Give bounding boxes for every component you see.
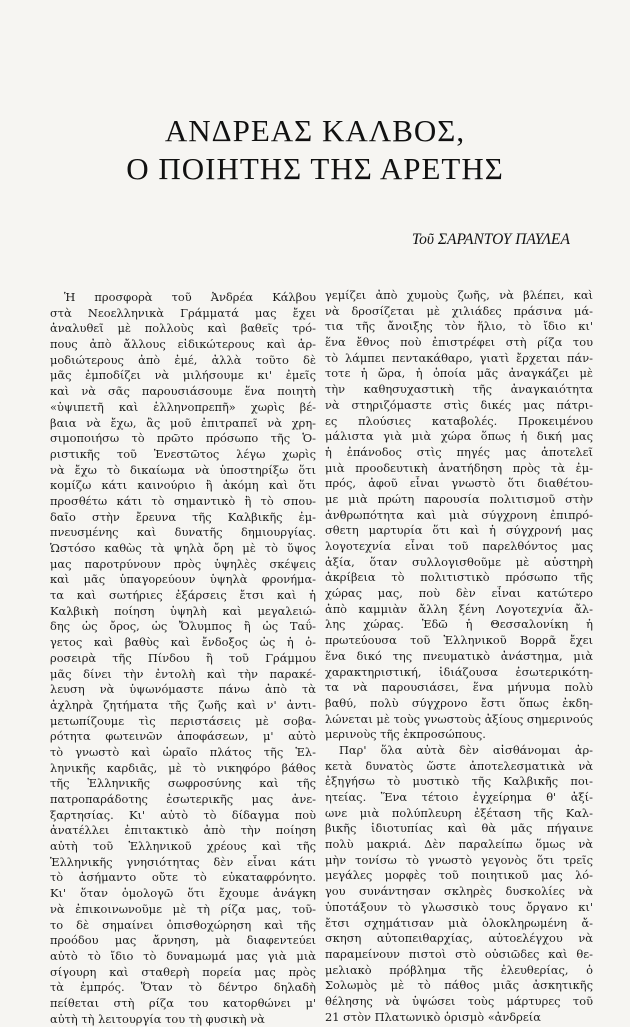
text-line: νὰ δροσίζεται μὲ χιλιάδες πράσινα μά- bbox=[325, 303, 593, 318]
text-line: ες πλούσιες καταβολές. Προκειμένου bbox=[325, 413, 593, 428]
text-line: μας παροτρύνουν πρὸς ὑψηλὲς σκέψεις bbox=[50, 556, 316, 571]
text-line: πνευσμένης καὶ δυνατῆς δημιουργίας. bbox=[50, 525, 316, 540]
text-line: σκηση αὐτοπειθαρχίας, αὐτοελέγχου νὰ bbox=[325, 931, 593, 946]
text-line: τα νὰ παρουσιάσει, ἕνα μήνυμα πολὺ bbox=[325, 680, 593, 695]
text-line: μετωπίζουμε τὶς περιστάσεις μὲ σοβα- bbox=[50, 713, 316, 728]
text-line: λογοτεχνία εἶναι τοῦ παρελθόντος μας bbox=[325, 539, 593, 553]
text-line: αὐτὴ τοῦ Ἑλληνικοῦ χρέους καὶ τῆς bbox=[50, 839, 316, 854]
text-line: «ὑψιπετῆ καὶ ἑλληνοπρεπῆ» χωρὶς βέ- bbox=[50, 399, 316, 414]
article-title-line-1: ΑΝΔΡΕΑΣ ΚΑΛΒΟΣ, bbox=[164, 113, 466, 148]
text-line: αὐτὴ τὴ λειτουργία του τὴ φυσικὴ νὰ bbox=[50, 1011, 265, 1026]
text-line: 21 στὸν Πλατωνικὸ ὁρισμὸ «ἀνδρεία bbox=[325, 1009, 541, 1024]
text-line: πρός, ἀφοῦ εἶναι γνωστὸ ὅτι διαθέτου- bbox=[325, 476, 593, 491]
text-line: πρωτεύουσα τοῦ Ἑλληνικοῦ Βορρᾶ ἔχει bbox=[325, 633, 593, 648]
text-line: νὰ ἔχω τὸ δικαίωμα νὰ ὑποστηρίξω ὅτι bbox=[50, 462, 316, 477]
text-line: Ὡστόσο καθὼς τὰ ψηλὰ ὄρη μὲ τὸ ὕψος bbox=[50, 541, 316, 555]
text-line: αὐτὸ τὸ ἴδιο τὸ δυναμωμά μας γιὰ μιὰ bbox=[50, 948, 316, 963]
text-line: ωνε μιὰ πολύπλευρη ἐξέταση τῆς Καλ- bbox=[325, 805, 593, 820]
text-line: τια τῆς ἄνοιξης τὸν ἥλιο, τὸ ἴδιο κι' bbox=[325, 319, 593, 334]
author-byline: Τοῦ ΣΑΡΑΝΤΟΥ ΠΑΥΛΕΑ bbox=[411, 231, 570, 248]
text-line: προόδου μας ἄρνηση, μὰ διαφεντεύει bbox=[50, 933, 316, 948]
text-line: ρότητα φωτεινῶν ἀποφάσεων, μ' αὐτὸ bbox=[50, 729, 316, 744]
text-line: το δὲ σημαίνει ὀπισθοχώρηση καὶ τῆς bbox=[50, 917, 316, 932]
text-line: πολὺ μακριά. Δὲν παραλείπω ὅμως νὰ bbox=[325, 837, 593, 852]
text-line: ροσειρὰ τῆς Πίνδου ἢ τοῦ Γράμμου bbox=[50, 650, 316, 665]
text-line: τα καὶ σωτήριες ἐξάρσεις ἔτσι καὶ ἡ bbox=[50, 588, 316, 603]
text-line: μερινοὺς τῆς ἐκπροσώπους. bbox=[325, 727, 486, 742]
text-line: τὸ ἀσήμαντο οὔτε τὸ εὐκαταφρόνητο. bbox=[50, 870, 316, 885]
text-line: ἐξηγήσω τὸ μυστικὸ τῆς Καλβικῆς ποι- bbox=[325, 774, 593, 789]
text-line: κετὰ δυνατὸς ὥστε ἀποτελεσματικὰ νὰ bbox=[325, 758, 593, 773]
text-line: σίγουρη καὶ σταθερὴ πορεία μας πρὸς bbox=[50, 964, 316, 979]
text-line: μᾶς δίνει τὴν ἐντολὴ καὶ τὴν παρακέ- bbox=[50, 666, 316, 681]
text-line: ἀνθρωπότητα καὶ μιὰ σύγχρονη ἐπιπρό- bbox=[325, 507, 593, 522]
text-line: προσθέτω κάτι τὸ σημαντικὸ ἢ τὸ σπου- bbox=[50, 493, 316, 508]
text-line: ἀπὸ καμμιὰν ἄλλη ξένη Λογοτεχνία ἄλ- bbox=[325, 601, 593, 616]
text-line: τὸ λάμπει πεντακάθαρο, γιατὶ ἔρχεται πάν- bbox=[325, 350, 593, 365]
text-line: μὴν τονίσω τὸ γνωστὸ γεγονὸς ὅτι τρεῖς bbox=[325, 852, 593, 867]
text-line: τὴν καθησυχαστικὴ τῆς ἀναγκαιότητα bbox=[325, 382, 593, 397]
text-line: λώνεται μὲ τοὺς γνωστοὺς ἀξίους σημερινούς bbox=[325, 711, 593, 726]
text-line: γου συνάντησαν σκληρὲς δυσκολίες νὰ bbox=[325, 884, 593, 899]
text-line: γετος καὶ βαθὺς καὶ ἔνδοξος ὡς ἡ ὀ- bbox=[50, 635, 316, 650]
text-line: μελιακὸ πρόβλημα τῆς ἐλευθερίας, ὁ bbox=[325, 962, 593, 977]
text-line: βικῆς ἰδιοτυπίας καὶ θὰ μᾶς πήγαινε bbox=[325, 821, 593, 836]
text-line: καὶ νὰ σᾶς παρουσιάσουμε ἕνα ποιητὴ bbox=[50, 384, 316, 399]
text-line: ριστικῆς τοῦ Ἐνεστῶτος λέγω χωρὶς bbox=[50, 446, 316, 461]
text-line: στὰ Νεοελληνικὰ Γράμματά μας ἔχει bbox=[50, 305, 316, 320]
text-line: ξαρτησίας. Κι' αὐτὸ τὸ δίδαγμα ποὺ bbox=[50, 807, 316, 822]
text-line: τοτε ἡ ὥρα, ἡ ὁποία μᾶς ἀναγκάζει μὲ bbox=[325, 366, 593, 381]
text-line: ἕνα δικό της πνευματικὸ ἀνάστημα, μιὰ bbox=[325, 648, 593, 663]
text-line: χώρας μας, ποὺ δὲν εἶναι κατώτερο bbox=[325, 586, 593, 601]
text-line: ἀκρίβεια τὸ πολιτιστικὸ πρόσωπο τῆς bbox=[325, 570, 593, 585]
right-text-column bbox=[325, 288, 593, 1025]
text-line: νὰ στηριζόμαστε στὶς δικές μας πάτρι- bbox=[325, 397, 593, 412]
text-line: νὰ ἐπικοινωνοῦμε μὲ τὴ ρίζα μας, τοῦ- bbox=[50, 901, 316, 916]
text-line: ληνικῆς καρδιᾶς, μὲ τὸ νικηφόρο βάθος bbox=[50, 760, 316, 775]
text-line: σθετη μαρτυρία ὅτι καὶ ἡ σύγχρονή μας bbox=[325, 523, 593, 538]
text-line: μεγάλες μορφὲς τοῦ ποιητικοῦ μας λό- bbox=[325, 868, 593, 883]
text-line: ἀχληρὰ ζητήματα τῆς ζωῆς καὶ ν' ἀντι- bbox=[50, 697, 316, 712]
text-line: δαῖο στὴν ἔρευνα τῆς Καλβικῆς ἐμ- bbox=[50, 509, 316, 524]
text-line: με μιὰ πρώτη παρουσία πολιτισμοῦ στὴν bbox=[325, 491, 593, 506]
text-line: τὸ γνωστὸ καὶ ὡραῖο πλάτος τῆς Ἑλ- bbox=[50, 744, 316, 759]
text-line: ὑποτάξουν τὸ γλωσσικὸ τους ὄργανο κι' bbox=[325, 899, 593, 914]
text-line: Ἑλληνικῆς γνησιότητας δὲν εἶναι κάτι bbox=[50, 854, 316, 869]
text-line: ἕνα ἔθνος ποὺ ἐπιστρέφει στὴ ρίζα του bbox=[325, 335, 593, 350]
text-line: μᾶς ἐμποδίζει νὰ μιλήσουμε κι' ἐμεῖς bbox=[50, 368, 316, 383]
left-text-column bbox=[50, 290, 316, 1027]
text-line: ἡ ἐπάνοδος στὶς πηγές μας ἀποτελεῖ bbox=[325, 444, 593, 459]
text-line: ητείας. Ἕνα τέτοιο ἐγχείρημα θ' ἀξί- bbox=[325, 790, 593, 804]
text-line: μάλιστα γιὰ μιὰ χώρα ὅπως ἡ δική μας bbox=[325, 429, 593, 444]
text-line: ἀνατέλλει ἐπιτακτικὸ ἀπὸ τὴν ποίηση bbox=[50, 823, 316, 838]
text-line: μιὰ προοδευτικὴ ἀνατήδηση πρὸς τὰ ἐμ- bbox=[325, 460, 593, 475]
text-line: παραμείνουν πιστοὶ στὸ οὐσιῶδες καὶ θε- bbox=[325, 946, 593, 961]
text-line: πατροπαράδοτης ἐσωτερικῆς μας ἀνε- bbox=[50, 792, 316, 806]
text-line: λης χώρας. Ἐδῶ ἡ Θεσσαλονίκη ἡ bbox=[325, 617, 593, 632]
text-line: μοδιώτερους ἀπὸ ἐμέ, ἀλλὰ τοῦτο δὲ bbox=[50, 352, 316, 367]
text-line: βαια νὰ ἔχω, ἂς μοῦ ἐπιτραπεῖ νὰ χρη- bbox=[50, 415, 316, 430]
text-line: πείθεται στὴ ρίζα του κατορθώνει μ' bbox=[50, 995, 316, 1010]
text-line: καὶ μᾶς ὑπαγορεύουν ὑψηλὰ φρονήμα- bbox=[50, 572, 316, 587]
text-line: Καλβικὴ ποίηση ὑψηλὴ καὶ μεγαλειώ- bbox=[50, 603, 316, 618]
text-line: ἀναλυθεῖ μὲ πολλοὺς καὶ βαθεῖς τρό- bbox=[50, 321, 316, 336]
text-line: δης ὡς ὄρος, ὡς Ὄλυμπος ἢ ὡς Ταΰ- bbox=[50, 619, 316, 634]
text-line: σιμοποιήσω τὸ πρῶτο πρόσωπο τῆς Ὁ- bbox=[50, 431, 316, 446]
text-line: χαρακτηριστική, ἰδιάζουσα ἐσωτερικότη- bbox=[325, 664, 593, 679]
text-line: ἀξία, ὅταν συλλογισθοῦμε μὲ αὐστηρὴ bbox=[325, 554, 593, 569]
text-line: θέλησης νὰ ὑψώσει τοὺς μάρτυρες τοῦ bbox=[325, 993, 593, 1008]
text-line: λευση νὰ ὑψωνόμαστε πάνω ἀπὸ τὰ bbox=[50, 682, 316, 697]
text-line: τῆς Ἑλληνικῆς σωφροσύνης καὶ τῆς bbox=[50, 776, 316, 791]
text-line: κομίζω κάτι καινούριο ἢ ἀκόμη καὶ ὅτι bbox=[50, 478, 316, 493]
text-line: Παρ' ὅλα αὐτὰ δὲν αἰσθάνομαι ἀρ- bbox=[339, 742, 593, 757]
text-line: τὰ ἐμπρός. Ὅταν τὸ δέντρο δηλαδὴ bbox=[50, 980, 316, 995]
text-line: Σολωμὸς μὲ τὸ πάθος μιᾶς ἀσκητικῆς bbox=[325, 978, 593, 993]
text-line: γεμίζει ἀπὸ χυμοὺς ζωῆς, νὰ βλέπει, καὶ bbox=[325, 288, 593, 302]
text-line: πους ἀπὸ ἄλλους εἰδικώτερους καὶ ἁρ- bbox=[50, 337, 316, 352]
text-line: βαθύ, πολὺ σύγχρονο ἔστι ὅπως ἐκδη- bbox=[325, 695, 593, 710]
article-title-line-2: Ο ΠΟΙΗΤΗΣ ΤΗΣ ΑΡΕΤΗΣ bbox=[126, 151, 504, 186]
text-line: Ἡ προσφορὰ τοῦ Ἀνδρέα Κάλβου bbox=[64, 290, 316, 304]
text-line: ἔτσι σχημάτισαν μιὰ ὁλοκληρωμένη ἄ- bbox=[325, 915, 593, 930]
text-line: Κι' ὅταν ὁμολογῶ ὅτι ἔχουμε ἀνάγκη bbox=[50, 886, 316, 901]
